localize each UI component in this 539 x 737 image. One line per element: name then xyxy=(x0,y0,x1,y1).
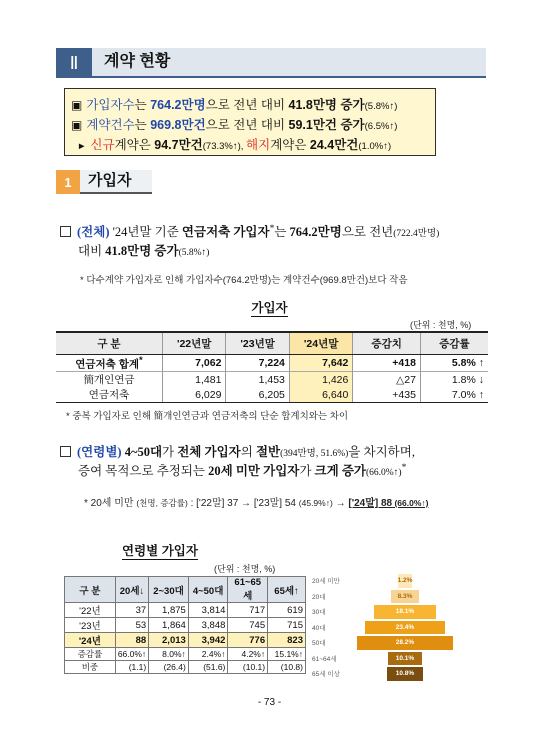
table2-unit: (단위 : 천명, %) xyxy=(214,564,276,574)
age-table xyxy=(64,576,306,674)
summary-box xyxy=(64,88,436,156)
note-duplicate-subscribers: * 중복 가입자로 인해 簡개인연금과 연금저축의 단순 합계치와는 차이 xyxy=(66,411,349,422)
section-number: Ⅱ xyxy=(56,48,92,78)
t1-header: '23년말 xyxy=(226,332,289,354)
table1-unit: (단위 : 천명, %) xyxy=(410,320,472,330)
note-multiple-contracts: * 다수계약 가입자로 인해 가입자수(764.2만명)는 계약건수(969.8만건)보다 작음 xyxy=(80,275,408,286)
table-row: '23년 53 1,864 3,848 745 715 xyxy=(65,618,306,633)
summary-line-subscribers: ▣ 가입자수는 764.2만명으로 전년 대비 41.8만명 증가(5.8%↑) xyxy=(71,98,398,112)
pyramid-bar xyxy=(357,636,453,650)
table-row: 연금저축 합계* 7,062 7,224 7,642 +418 5.8% ↑ xyxy=(56,354,488,372)
pyramid-age-label: 65세 이상 xyxy=(312,671,340,678)
subsection-title: 가입자 xyxy=(80,170,152,194)
subsection-header xyxy=(56,170,152,194)
pyramid-value-label: 23.4% xyxy=(395,623,415,631)
note-under-20: * 20세 미만 (천명, 증감률) : ['22말] 37 → ['23말] 54 (45.9%↑) → ['24말] 88 (66.0%↑) xyxy=(84,498,429,509)
pyramid-value-label: 10.8% xyxy=(395,670,415,678)
pyramid-value-label: 8.3% xyxy=(397,592,413,600)
t2-header: 4~50대 xyxy=(188,577,228,603)
table2-title: 연령별 가입자 xyxy=(122,544,198,558)
table-row: 연금저축 6,029 6,205 6,640 +435 7.0% ↑ xyxy=(56,387,488,403)
pyramid-bar xyxy=(365,621,445,635)
table-row: 증감률 66.0%↑ 8.0%↑ 2.4%↑ 4.2%↑ 15.1%↑ xyxy=(65,648,306,661)
t1-header: '22년말 xyxy=(162,332,225,354)
pyramid-bar xyxy=(388,652,422,666)
table-row: '24년 88 2,013 3,942 776 823 xyxy=(65,633,306,648)
t2-header: 61~65세 xyxy=(228,577,268,603)
pyramid-age-label: 30대 xyxy=(312,609,326,616)
pyramid-value-label: 1.2% xyxy=(397,577,413,585)
t1-header: 구 분 xyxy=(56,332,162,354)
paragraph-total-line2: 대비 41.8만명 증가(5.8%↑) xyxy=(78,244,210,258)
t2-header: 65세↑ xyxy=(268,577,306,603)
pyramid-value-label: 28.2% xyxy=(395,639,415,647)
table-row: 簡개인연금 1,481 1,453 1,426 △27 1.8% ↓ xyxy=(56,372,488,388)
page-number: - 73 - xyxy=(257,697,282,708)
paragraph-age-line1: (연령별) 4~50대가 전체 가입자의 절반(394만명, 51.6%)을 차지하며, xyxy=(60,442,415,460)
table-row: 비중 (1.1) (26.4) (51.6) (10.1) (10.8) xyxy=(65,661,306,674)
pyramid-bar xyxy=(387,667,424,681)
pyramid-age-label: 20세 미만 xyxy=(312,578,340,585)
pyramid-bar xyxy=(391,590,419,604)
pyramid-bar xyxy=(374,605,436,619)
paragraph-age-line2: 증여 목적으로 추정되는 20세 미만 가입자가 크게 증가(66.0%↑)* xyxy=(78,462,407,478)
section-title: 계약 현황 xyxy=(92,48,486,78)
table1-title: 가입자 xyxy=(251,301,288,315)
t2-header: 2~30대 xyxy=(149,577,189,603)
checkbox-bullet-icon xyxy=(60,226,71,237)
summary-line-contracts: ▣ 계약건수는 969.8만건으로 전년 대비 59.1만건 증가(6.5%↑) xyxy=(71,118,398,132)
t1-header: '24년말 xyxy=(289,332,352,354)
subscriber-table xyxy=(56,331,488,403)
t2-header: 20세↓ xyxy=(115,577,148,603)
checkbox-bullet-icon xyxy=(60,446,71,457)
pyramid-age-label: 40대 xyxy=(312,624,326,632)
pyramid-value-label: 18.1% xyxy=(395,608,415,616)
pyramid-age-label: 61~64세 xyxy=(312,655,337,663)
paragraph-total-line1: (전체) '24년말 기준 연금저축 가입자*는 764.2만명으로 전년(722.4만명) xyxy=(60,222,439,240)
t1-header: 증감치 xyxy=(353,332,421,354)
pyramid-bar xyxy=(398,574,412,588)
pyramid-age-label: 20대 xyxy=(312,593,326,601)
section-header xyxy=(56,48,486,78)
t2-header: 구 분 xyxy=(65,577,116,603)
subsection-number: 1 xyxy=(56,170,80,194)
pyramid-age-label: 50대 xyxy=(312,640,326,647)
pyramid-value-label: 10.1% xyxy=(395,654,415,662)
table-row: '22년 37 1,875 3,814 717 619 xyxy=(65,603,306,618)
summary-line-new-cancel: ► 신규계약은 94.7만건(73.3%↑), 해지계약은 24.4만건(1.0%↑) xyxy=(77,138,392,152)
t1-header: 증감률 xyxy=(420,332,488,354)
